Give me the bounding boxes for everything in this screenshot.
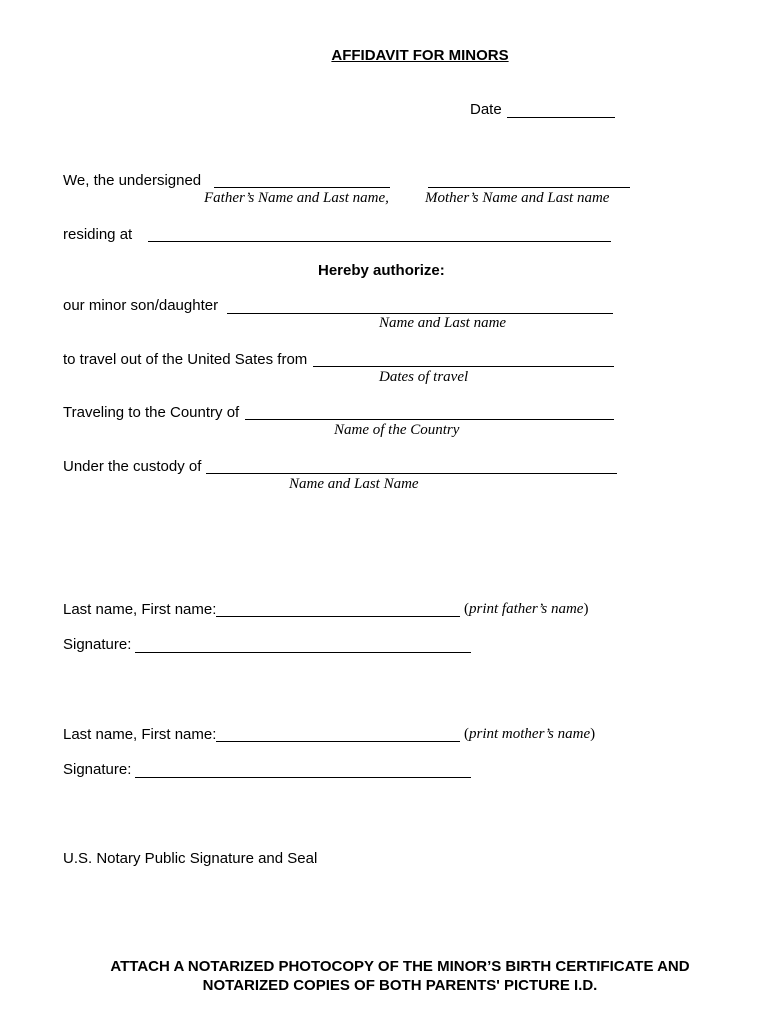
footer-line-2: NOTARIZED COPIES OF BOTH PARENTS' PICTURE I.D.	[202, 977, 598, 994]
country-caption: Name of the Country	[334, 422, 460, 438]
father-print-note-text: print father’s name	[469, 601, 584, 617]
custody-caption: Name and Last Name	[289, 476, 419, 492]
custody-field[interactable]	[206, 473, 617, 474]
mother-name-caption: Mother’s Name and Last name	[425, 190, 610, 206]
page-title: AFFIDAVIT FOR MINORS	[331, 47, 509, 64]
travel-label: to travel out of the United Sates from	[63, 351, 308, 368]
date-label: Date	[470, 101, 502, 118]
father-signature-field[interactable]	[135, 652, 471, 653]
country-label: Traveling to the Country of	[63, 404, 240, 421]
undersigned-label: We, the undersigned	[63, 172, 202, 189]
country-field[interactable]	[245, 419, 614, 420]
father-name-caption: Father’s Name and Last name,	[204, 190, 389, 206]
mother-print-note-text: print mother’s name	[469, 726, 591, 742]
mother-name-field[interactable]	[428, 187, 630, 188]
address-field[interactable]	[148, 241, 611, 242]
travel-dates-field[interactable]	[313, 366, 614, 367]
father-last-first-label: Last name, First name:	[63, 601, 217, 618]
mother-signature-field[interactable]	[135, 777, 471, 778]
minor-label: our minor son/daughter	[63, 297, 219, 314]
mother-signature-label: Signature:	[63, 761, 132, 778]
father-print-note: (print father’s name)	[464, 601, 589, 617]
residing-label: residing at	[63, 226, 133, 243]
notary-label: U.S. Notary Public Signature and Seal	[63, 850, 318, 867]
travel-dates-caption: Dates of travel	[379, 369, 469, 385]
minor-name-caption: Name and Last name	[379, 315, 507, 331]
father-signature-label: Signature:	[63, 636, 132, 653]
mother-last-first-label: Last name, First name:	[63, 726, 217, 743]
father-name-field[interactable]	[214, 187, 390, 188]
date-field[interactable]	[507, 117, 615, 118]
mother-print-name-field[interactable]	[216, 741, 460, 742]
authorize-heading: Hereby authorize:	[318, 262, 445, 279]
footer-instructions	[0, 957, 770, 995]
minor-name-field[interactable]	[227, 313, 613, 314]
custody-label: Under the custody of	[63, 458, 202, 475]
mother-print-note: (print mother’s name)	[464, 726, 596, 742]
footer-line-1: ATTACH A NOTARIZED PHOTOCOPY OF THE MINOR’S BIRTH CERTIFICATE AND	[110, 958, 690, 975]
father-print-name-field[interactable]	[216, 616, 460, 617]
